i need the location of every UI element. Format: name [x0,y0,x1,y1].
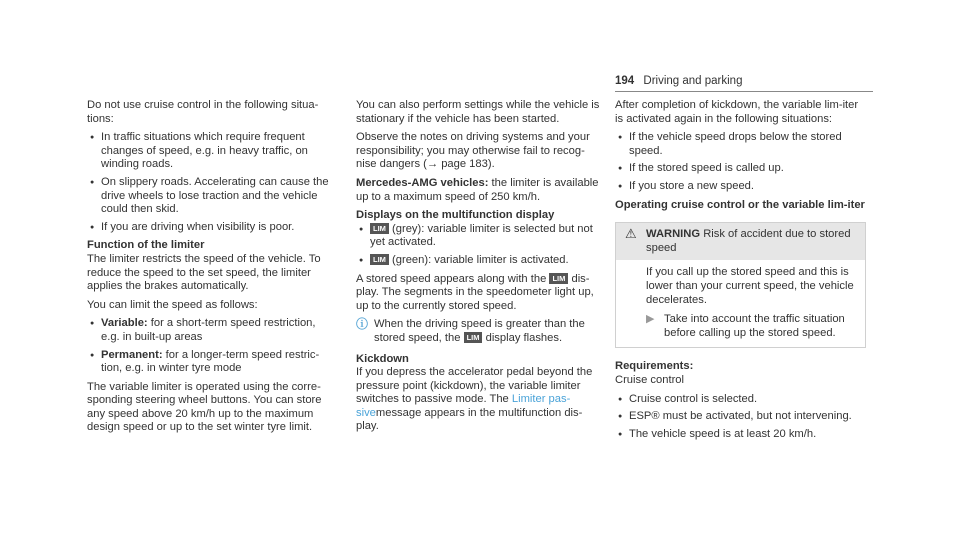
after-text: After completion of kickdown, the variable lim-iter is activated again in the following situations: [615,99,859,125]
situations-list [87,131,337,234]
lim-icon: LIM [464,332,483,343]
limit-intro: You can limit the speed as follows: [87,298,258,311]
list-item [356,223,602,250]
display-list [356,223,602,268]
list-item: ● If you are driving when visibility is poor. [87,221,337,235]
warning-body [616,260,865,340]
list-item: ● In traffic situations which require frequent changes of speed, e.g. in heavy traffic, on winding roads. [87,131,337,172]
list-item: ● Cruise control is selected. [615,393,865,407]
after-list [615,131,865,193]
info-icon: ⓘ [356,317,369,332]
warning-action [646,313,857,340]
note-text-b: display flashes. [482,331,563,344]
lim-icon: LIM [549,273,568,284]
kickdown-heading: Kickdown [356,352,409,365]
kickdown-text-b: message appears in the multifunction dis-play. [356,406,583,433]
display-heading: Displays on the multifunction display [356,209,555,222]
operate-text: The variable limiter is operated using the corre-sponding steering wheel buttons. You can store any speed above 20 km/h up to the maximum design speed or up to the set winter tyre limit. [87,380,322,434]
warning-triangle-icon: ⚠ [625,226,637,242]
list-item: ● On slippery roads. Accelerating can cause the drive wheels to lose traction and the vehicle could then skid. [87,176,337,217]
list-item [87,349,337,376]
column-3 [615,99,865,446]
function-heading: Function of the limiter [87,239,205,252]
amg-term: Mercedes-AMG vehicles: [356,176,489,189]
observe-text: Observe the notes on driving systems and your responsibility; you may otherwise fail to recog-nise dangers (→ page 183). [356,131,590,171]
term-text: for a longer-term speed restric-tion, e.g. in winter tyre mode [101,348,320,375]
intro-text: Do not use cruise control in the following situa-tions: [87,99,319,125]
page-header [615,75,742,89]
lim-icon: LIM [370,254,389,265]
warning-text: If you call up the stored speed and this is lower than your current speed, the vehicle decelerates. [646,266,854,306]
requirements-list [615,393,865,442]
display-item-text: (green): variable limiter is activated. [388,253,569,266]
operating-heading: Operating cruise control or the variable lim-iter [615,198,865,211]
column-1 [87,99,337,440]
list-item [87,317,337,344]
section-title: Driving and parking [643,75,743,87]
settings-text: You can also perform settings while the vehicle is stationary if the vehicle has been started. [356,99,600,125]
list-item [356,254,602,268]
term: Permanent: [101,348,163,361]
header-rule [615,91,873,92]
amg-text: the limiter is available up to a maximum speed of 250 km/h. [356,176,599,203]
function-text: The limiter restricts the speed of the vehicle. To reduce the speed to the set speed, the limiter applies the brakes automatically. [87,252,321,293]
term-text: for a short-term speed restriction, e.g. in built-up areas [101,317,316,343]
kickdown-text-a: If you depress the accelerator pedal beyond the pressure point (kickdown), the variable limiter switches to passive mode. The [356,366,593,406]
warning-header [616,223,865,260]
stored-text-a: A stored speed appears along with the [356,272,550,285]
stored-text [356,273,602,314]
column-2 [356,99,602,439]
requirements-intro: Cruise control [615,373,685,386]
arrow-right-icon: ▶ [646,313,655,326]
warning-action-text: Take into account the traffic situation before calling up the stored speed. [664,313,845,339]
warning-label: WARNING [646,228,701,241]
note [356,318,602,345]
list-item: ● ESP® must be activated, but not intervening. [615,410,865,424]
note-text-a: When the driving speed is greater than the stored speed, the [374,318,585,344]
page-number: 194 [615,75,635,87]
list-item: ● The vehicle speed is at least 20 km/h. [615,428,865,442]
stored-text-b: dis-play. The segments in the speedometer light up, up to the currently stored speed. [356,272,594,312]
warning-title: Risk of accident due to stored speed [646,228,851,254]
list-item: ● If you store a new speed. [615,180,865,194]
requirements-heading: Requirements: [615,360,694,373]
amg-paragraph [356,177,602,204]
list-item: ● If the vehicle speed drops below the stored speed. [615,131,865,158]
kickdown-text [356,366,602,434]
display-item-text: (grey): variable limiter is selected but not yet activated. [370,222,593,249]
lim-icon: LIM [370,223,389,234]
term: Variable: [101,317,148,330]
limit-list [87,317,337,375]
list-item: ● If the stored speed is called up. [615,162,865,176]
limiter-passive-link[interactable]: Limiter pas-sive [356,393,571,419]
warning-box [615,222,866,348]
